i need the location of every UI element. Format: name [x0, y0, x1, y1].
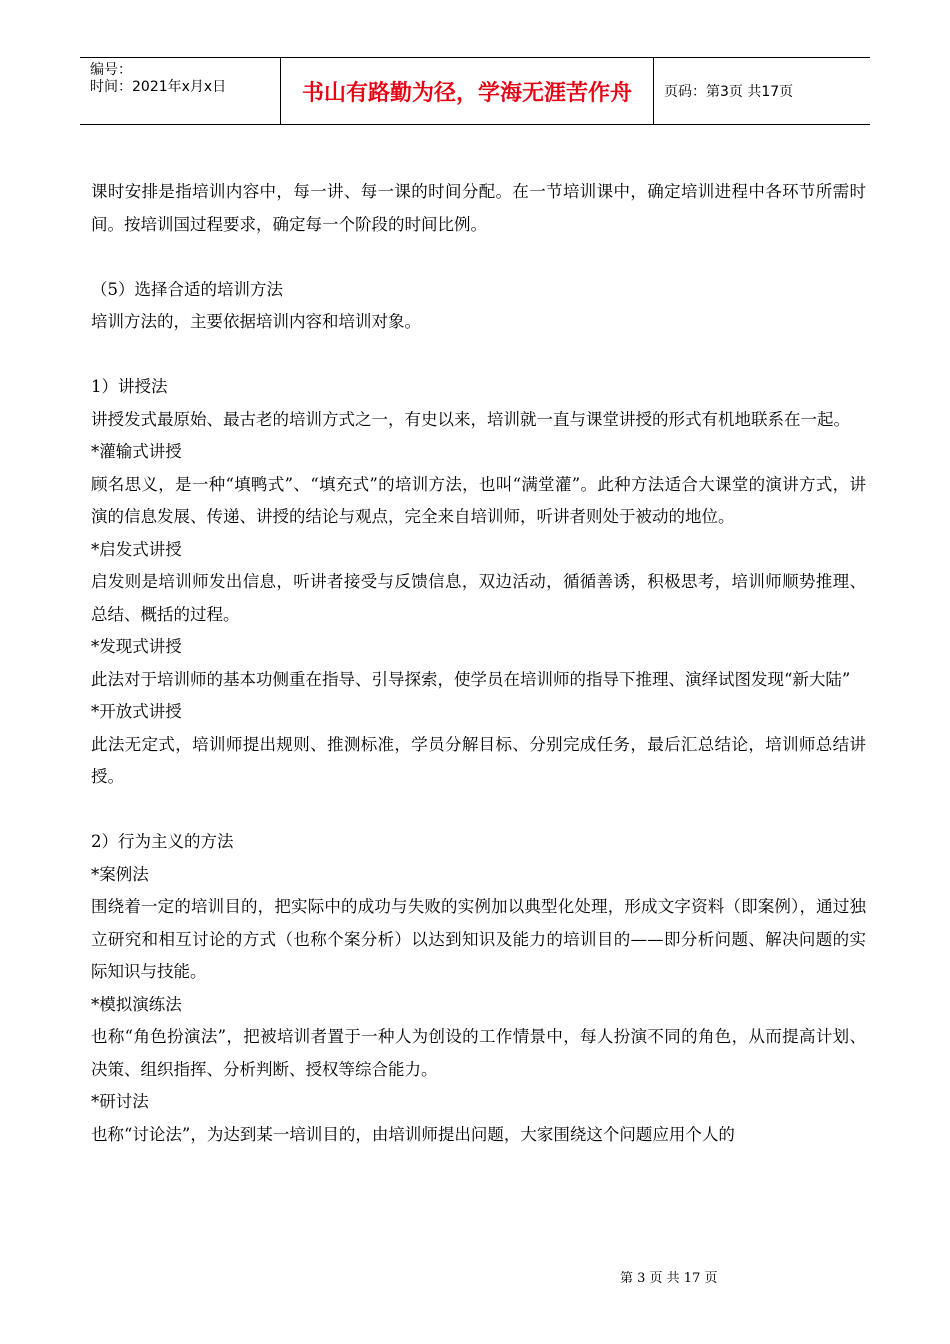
body-paragraph: 也称“讨论法”，为达到某一培训目的，由培训师提出问题，大家围绕这个问题应用个人的 [91, 1124, 735, 1144]
body-paragraph: 围绕着一定的培训目的，把实际中的成功与失败的实例加以典型化处理，形成文字资料（即案例），通过独立研究和相互讨论的方式（也称个案分析）以达到知识及能力的培训目的——即分析问题、解决问题的实际知识与技能。 [91, 897, 866, 981]
body-paragraph: 培训方法的，主要依据培训内容和培训对象。 [91, 312, 421, 331]
page-footer: 第 3 页 共 17 页 [620, 1271, 718, 1286]
body-paragraph: （5）选择合适的培训方法 [91, 279, 283, 299]
page-header [80, 57, 870, 125]
body-paragraph: *模拟演练法 [91, 994, 182, 1014]
body-paragraph: 1）讲授法 [91, 377, 168, 396]
body-paragraph: 讲授发式最原始、最古老的培训方式之一，有史以来，培训就一直与课堂讲授的形式有机地联系在一起。 [91, 409, 850, 429]
paragraph-spacer [91, 241, 866, 274]
document-body [91, 176, 866, 1151]
header-meta [80, 58, 281, 124]
body-paragraph: 此法无定式，培训师提出规则、推测标准，学员分解目标、分别完成任务，最后汇总结论，培训师总结讲授。 [91, 734, 866, 786]
body-paragraph: *开放式讲授 [91, 702, 182, 721]
document-time-label: 时间：2021年x月x日 [90, 79, 227, 95]
body-paragraph: *发现式讲授 [91, 637, 182, 656]
header-page-info: 页码：第3页 共17页 [664, 84, 794, 100]
document-number-label: 编号： [90, 62, 132, 78]
body-paragraph: 顾名思义，是一种“填鸭式”、“填充式”的培训方法，也叫“满堂灌”。此种方法适合大课堂的演讲方式，讲演的信息发展、传递、讲授的结论与观点，完全来自培训师，听讲者则处于被动的地位。 [91, 474, 866, 526]
body-paragraph: *研讨法 [91, 1092, 149, 1111]
body-paragraph: *案例法 [91, 864, 149, 884]
body-paragraph: 此法对于培训师的基本功侧重在指导、引导探索，使学员在培训师的指导下推理、演绎试图发现“新大陆” [91, 669, 851, 689]
body-paragraph: 2）行为主义的方法 [91, 832, 234, 851]
body-paragraph: 课时安排是指培训内容中，每一讲、每一课的时间分配。在一节培训课中，确定培训进程中各环节所需时间。按培训国过程要求，确定每一个阶段的时间比例。 [91, 182, 866, 234]
paragraph-spacer [91, 794, 866, 827]
body-paragraph: 也称“角色扮演法”，把被培训者置于一种人为创设的工作情景中，每人扮演不同的角色，从而提高计划、决策、组织指挥、分析判断、授权等综合能力。 [91, 1027, 866, 1079]
body-paragraph: *灌输式讲授 [91, 442, 182, 461]
body-paragraph: *启发式讲授 [91, 539, 182, 559]
paragraph-spacer [91, 339, 866, 372]
header-motto: 书山有路勤为径，学海无涯苦作舟 [281, 58, 654, 124]
body-paragraph: 启发则是培训师发出信息，听讲者接受与反馈信息，双边活动，循循善诱，积极思考，培训师顺势推理、总结、概括的过程。 [91, 572, 866, 624]
